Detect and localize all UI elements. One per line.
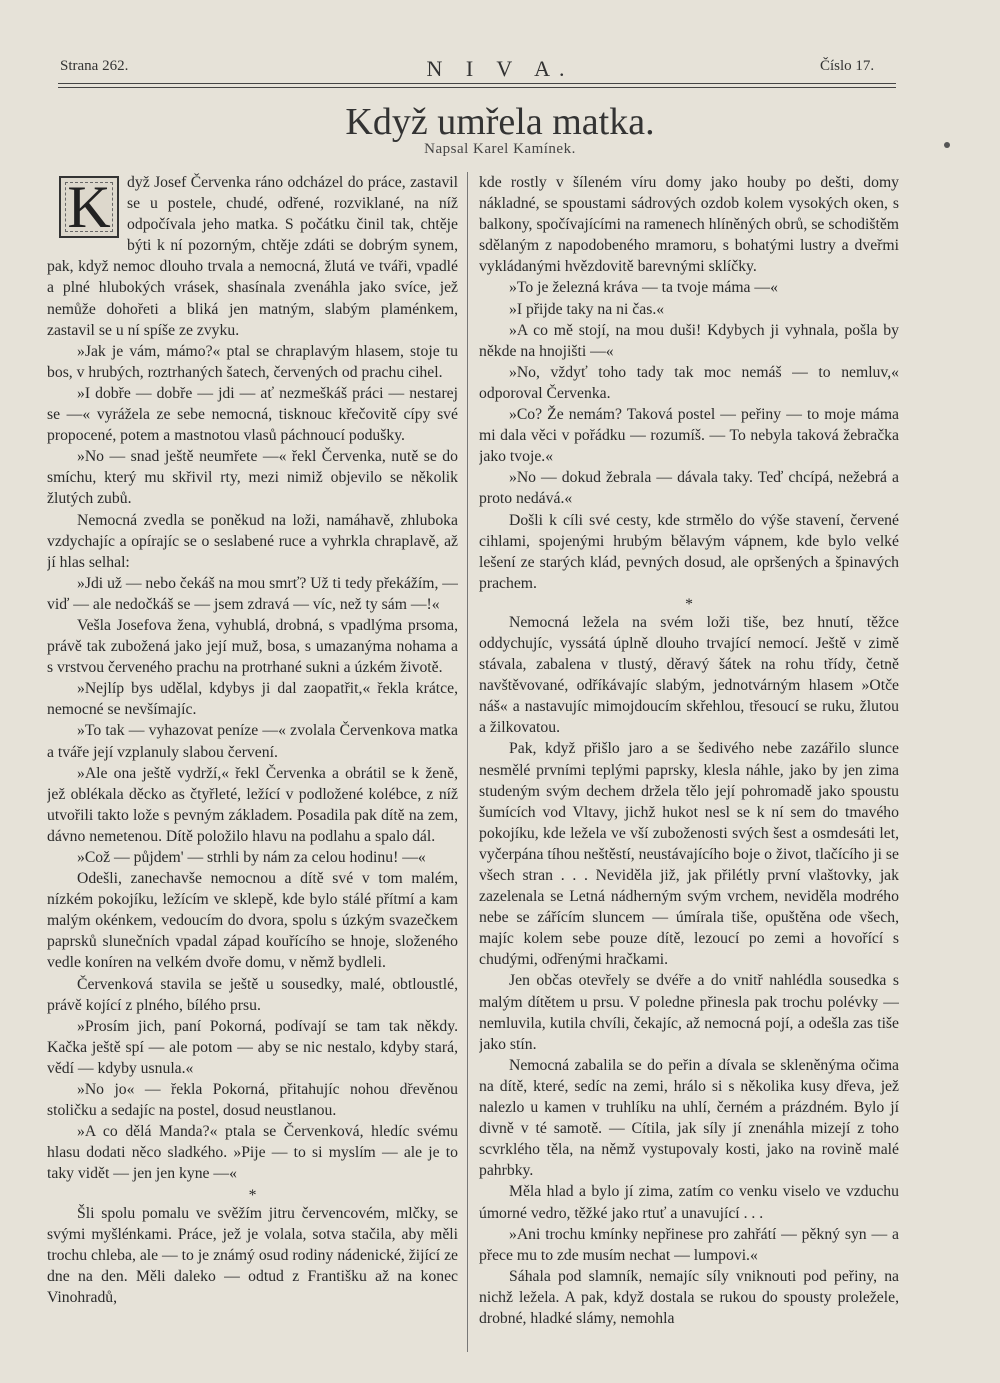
paragraph: »Co? Že nemám? Taková postel — peřiny — to moje máma mi dala věci v pořádku — rozumíš. — To nebyla taková žebračka jako tvoje.«: [479, 406, 899, 466]
paragraph: Šli spolu pomalu ve svěžím jitru červencovém, mlčky, se svými myšlénkami. Práce, jež je volala, sotva stačila, aby měli trochu chleba, ale — to je známý osud rodiny nádenické, žijící ze dne na den. Měli daleko — odtud z Františku až na konec Vinohradů,: [47, 1204, 458, 1306]
paragraph: Nemocná zabalila se do peřin a dívala se skleněnýma očima na dítě, které, sedíc na zemi, hrálo si s několika kusy dřeva, jež nalezlo u kamen v truhlíku na uhlí, černém a prázdném. Bylo jí divně v té samotě. — Cítila, jak síly jí znenáhla mizejí z toho scvrklého těla, na němž vystupovaly kosti, jako na rovině malé pahrbky.: [479, 1056, 899, 1180]
paragraph: »No, vždyť toho tady tak moc nemáš — to nemluv,« odporoval Červenka.: [479, 363, 899, 402]
magazine-title: N I V A.: [426, 56, 574, 81]
article-title: Když umřela matka.: [345, 101, 655, 143]
section-break: *: [685, 595, 693, 613]
paragraph: »No — dokud žebrala — dávala taky. Teď chcípá, nežebrá a proto nedává.«: [479, 469, 899, 508]
paragraph: »Jak je vám, mámo?« ptal se chraplavým hlasem, stoje tu bos, v hrubých, roztrhaných šatech, červených od prachu cihel.: [47, 342, 458, 381]
paragraph: »No jo« — řekla Pokorná, přitahujíc nohou dřevěnou stoličku a sedajíc na postel, dosud neustlanou.: [47, 1081, 458, 1120]
paragraph: »I dobře — dobře — jdi — ať nezmeškáš práci — nestarej se —« vyrážela ze sebe nemocná, tisknouc křečovitě cípy své propocené, potem a mastnotou vlasů páchnoucí podušky.: [47, 384, 458, 445]
paragraph: Nemocná zvedla se poněkud na loži, namáhavě, zhluboka vzdychajíc a opírajíc se o seslabené ruce a vyhrkla chraplavě, až jí hlas selhal:: [47, 511, 458, 571]
paragraph: »I přijde taky na ni čas.«: [509, 300, 665, 318]
column-divider: [467, 172, 468, 1352]
paragraph: »A co dělá Manda?« ptala se Červenková, hledíc svému hlasu dodati něco sladkého. »Pije — to si myslím — ale je to taky vidět — jen jen kyne —«: [47, 1123, 458, 1183]
page-number: Strana 262.: [60, 58, 129, 74]
drop-cap-initial: K: [59, 176, 119, 238]
right-column: [479, 172, 899, 1352]
paragraph: Měla hlad a bylo jí zima, zatím co venku viselo ve vzduchu úmorné vedro, těžké jako rtuť a unavující . . .: [479, 1183, 899, 1222]
header-rule: [58, 83, 896, 84]
paragraph: Sáhala pod slamník, nemajíc síly vniknouti pod peřiny, na nichž ležela. A pak, když dostala se rukou do spousty proležele, drobné, hladké slámy, nemohla: [479, 1267, 899, 1327]
paragraph: Nemocná ležela na svém loži tiše, bez hnutí, těžce oddychujíc, vyssátá úplně dlouho trvající nemocí. Ještě v zimě stávala, zabalena v tlustý, děravý šátek na rohu třídy, četně navštěvované, odříkávajíc slabým, jednotvárným hlasem »Otče náš« a nastavujíc mimojdoucím skřehlou, třesoucí se ruku, žlutou a žilkovatou.: [479, 613, 899, 737]
paragraph: dyž Josef Červenka ráno odcházel do práce, zastavil se u postele, chudé, odřené, rozviklané, na níž odpočívala jeho matka. S počátku činil tak, chtěje býti k ní pozorným, chtěje zdáti se dobrým synem, pak, když nemoc dlouho trvala a nemocná, žlutá ve tváři, vpadlé a plné hlubokých vrásek, shasínala zvenáhla jako svíce, jež nemůže dohořeti a bliká jen matným, slabým plaménkem, zastavil se u ní spíše ze zvyku.: [47, 174, 458, 339]
paragraph: Odešli, zanechavše nemocnou a dítě své v tom malém, nízkém pokojíku, ležícím ve sklepě, kde bylo stálé přítmí a kam malým okénkem, vedoucím do dvora, spolu s úzkým svazečkem paprsků slunečních vpadal západ kouřícího se hnoje, složeného vedle koníren na velkém dvoře domu, v němž bydleli.: [47, 870, 458, 972]
article-byline: Napsal Karel Kamínek.: [424, 141, 576, 157]
header-rule-double: [58, 87, 896, 88]
paragraph: Jen občas otevřely se dvéře a do vnitř nahlédla sousedka s malým dítětem u prsu. V poledne přinesla pak trochu polévky — nemluvila, kutila chvíli, čekajíc, až nemocná pojí, a odešla zas tiše jako stín.: [479, 972, 899, 1053]
paragraph: Červenková stavila se ještě u sousedky, malé, obtloustlé, právě kojící z plného, bílého prsu.: [47, 975, 458, 1014]
paragraph: Došli k cíli své cesty, kde strmělo do výše stavení, červené cihlami, spojenými hrubým bělavým vápnem, kde bylo velké lešení ze starých klád, pevných dosud, ale opršených a špinavých prachem.: [479, 511, 899, 592]
paragraph: »Což — půjdem' — strhli by nám za celou hodinu! —«: [77, 849, 426, 866]
paragraph: »A co mě stojí, na mou duši! Kdybych ji vyhnala, pošla by někde na hnojišti —«: [479, 321, 899, 360]
paragraph: »To je železná kráva — ta tvoje máma —«: [509, 279, 778, 297]
section-break: *: [248, 1186, 257, 1204]
paragraph: »No — snad ještě neumřete —« řekl Červenka, nutě se do smíchu, který mu skřivil rty, mezi nimiž objevilo se několik žlutých zubů.: [47, 448, 458, 508]
paragraph: »Ani trochu kmínky nepřinese pro zahřátí — pěkný syn — a přece mu to zde musím nechat — lumpovi.«: [479, 1225, 899, 1264]
paragraph: Pak, když přišlo jaro a se šedivého nebe zazářilo slunce nesmělé prvními teplými paprsky, klesla náhle, jako by jen zima studeným svým dechem držela tělo její pohromadě jako spoustu šumících vod Vltavy, jichž hukot nesl se k ní sem do tmavého pokojíku, kde ležela ve vší zuboženosti svých šest a osmdesáti let, vyčerpána tíhou neštěstí, neustávajícího boje o život, tlačícího ji se všech stran . . . Neviděla již, jak přilétly první vlaštovky, jak zazelenala se Letná nádherným svým vrchem, neviděla modrého nebe se zářícím sluncem — úmírala tiše, opuštěna ode všech, majíc kolem sebe pouze dítě, lezoucí po zemi a hovořící s chudými, odřenými hračkami.: [479, 740, 899, 969]
paragraph: »Jdi už — nebo čekáš na mou smrť? Už ti tedy překážím, — viď — ale nedočkáš se — jsem zdravá — víc, než ty sám —!«: [47, 574, 458, 613]
paragraph: Vešla Josefova žena, vyhublá, drobná, s vpadlýma prsoma, právě tak zubožená jako její muž, bosa, s umazanýma nohama a s vrstvou červeného prachu na protrhané sukni a úzkém životě.: [47, 616, 458, 677]
paragraph: »Ale ona ještě vydrží,« řekl Červenka a obrátil se k ženě, jež oblékala děcko as čtyřleté, ležící v podložené kolébce, z níž utvořili takto lože s pevným základem. Posadila pak dítě na zem, dávno nemetenou. Dítě položilo hlavu na podlahu a spalo dál.: [47, 764, 458, 845]
paragraph: »Prosím jich, paní Pokorná, podívají se tam tak někdy. Kačka ještě spí — ale potom — aby se nic nestalo, kdyby stará, vědí — kdyby usnula.«: [47, 1017, 458, 1077]
paragraph: »Nejlíp bys udělal, kdybys ji dal zaopatřit,« řekla krátce, nemocné se nevšímajíc.: [47, 680, 458, 719]
paragraph: »To tak — vyhazovat peníze —« zvolala Červenkova matka a tváře její vzplanuly slabou červení.: [47, 722, 458, 761]
issue-number: Číslo 17.: [820, 58, 875, 74]
left-column: [47, 172, 458, 1352]
paragraph: kde rostly v šíleném víru domy jako houby po dešti, domy nákladné, se spoustami sádrových ozdob kolem vysokých oken, s balkony, spočívajícími na ramenech hlíněných obrů, se schodištěm sdělaným z napodobeného mramoru, s bohatými lustry a dveřmi vykládanými hvězdovitě barevnými sklíčky.: [479, 174, 899, 276]
